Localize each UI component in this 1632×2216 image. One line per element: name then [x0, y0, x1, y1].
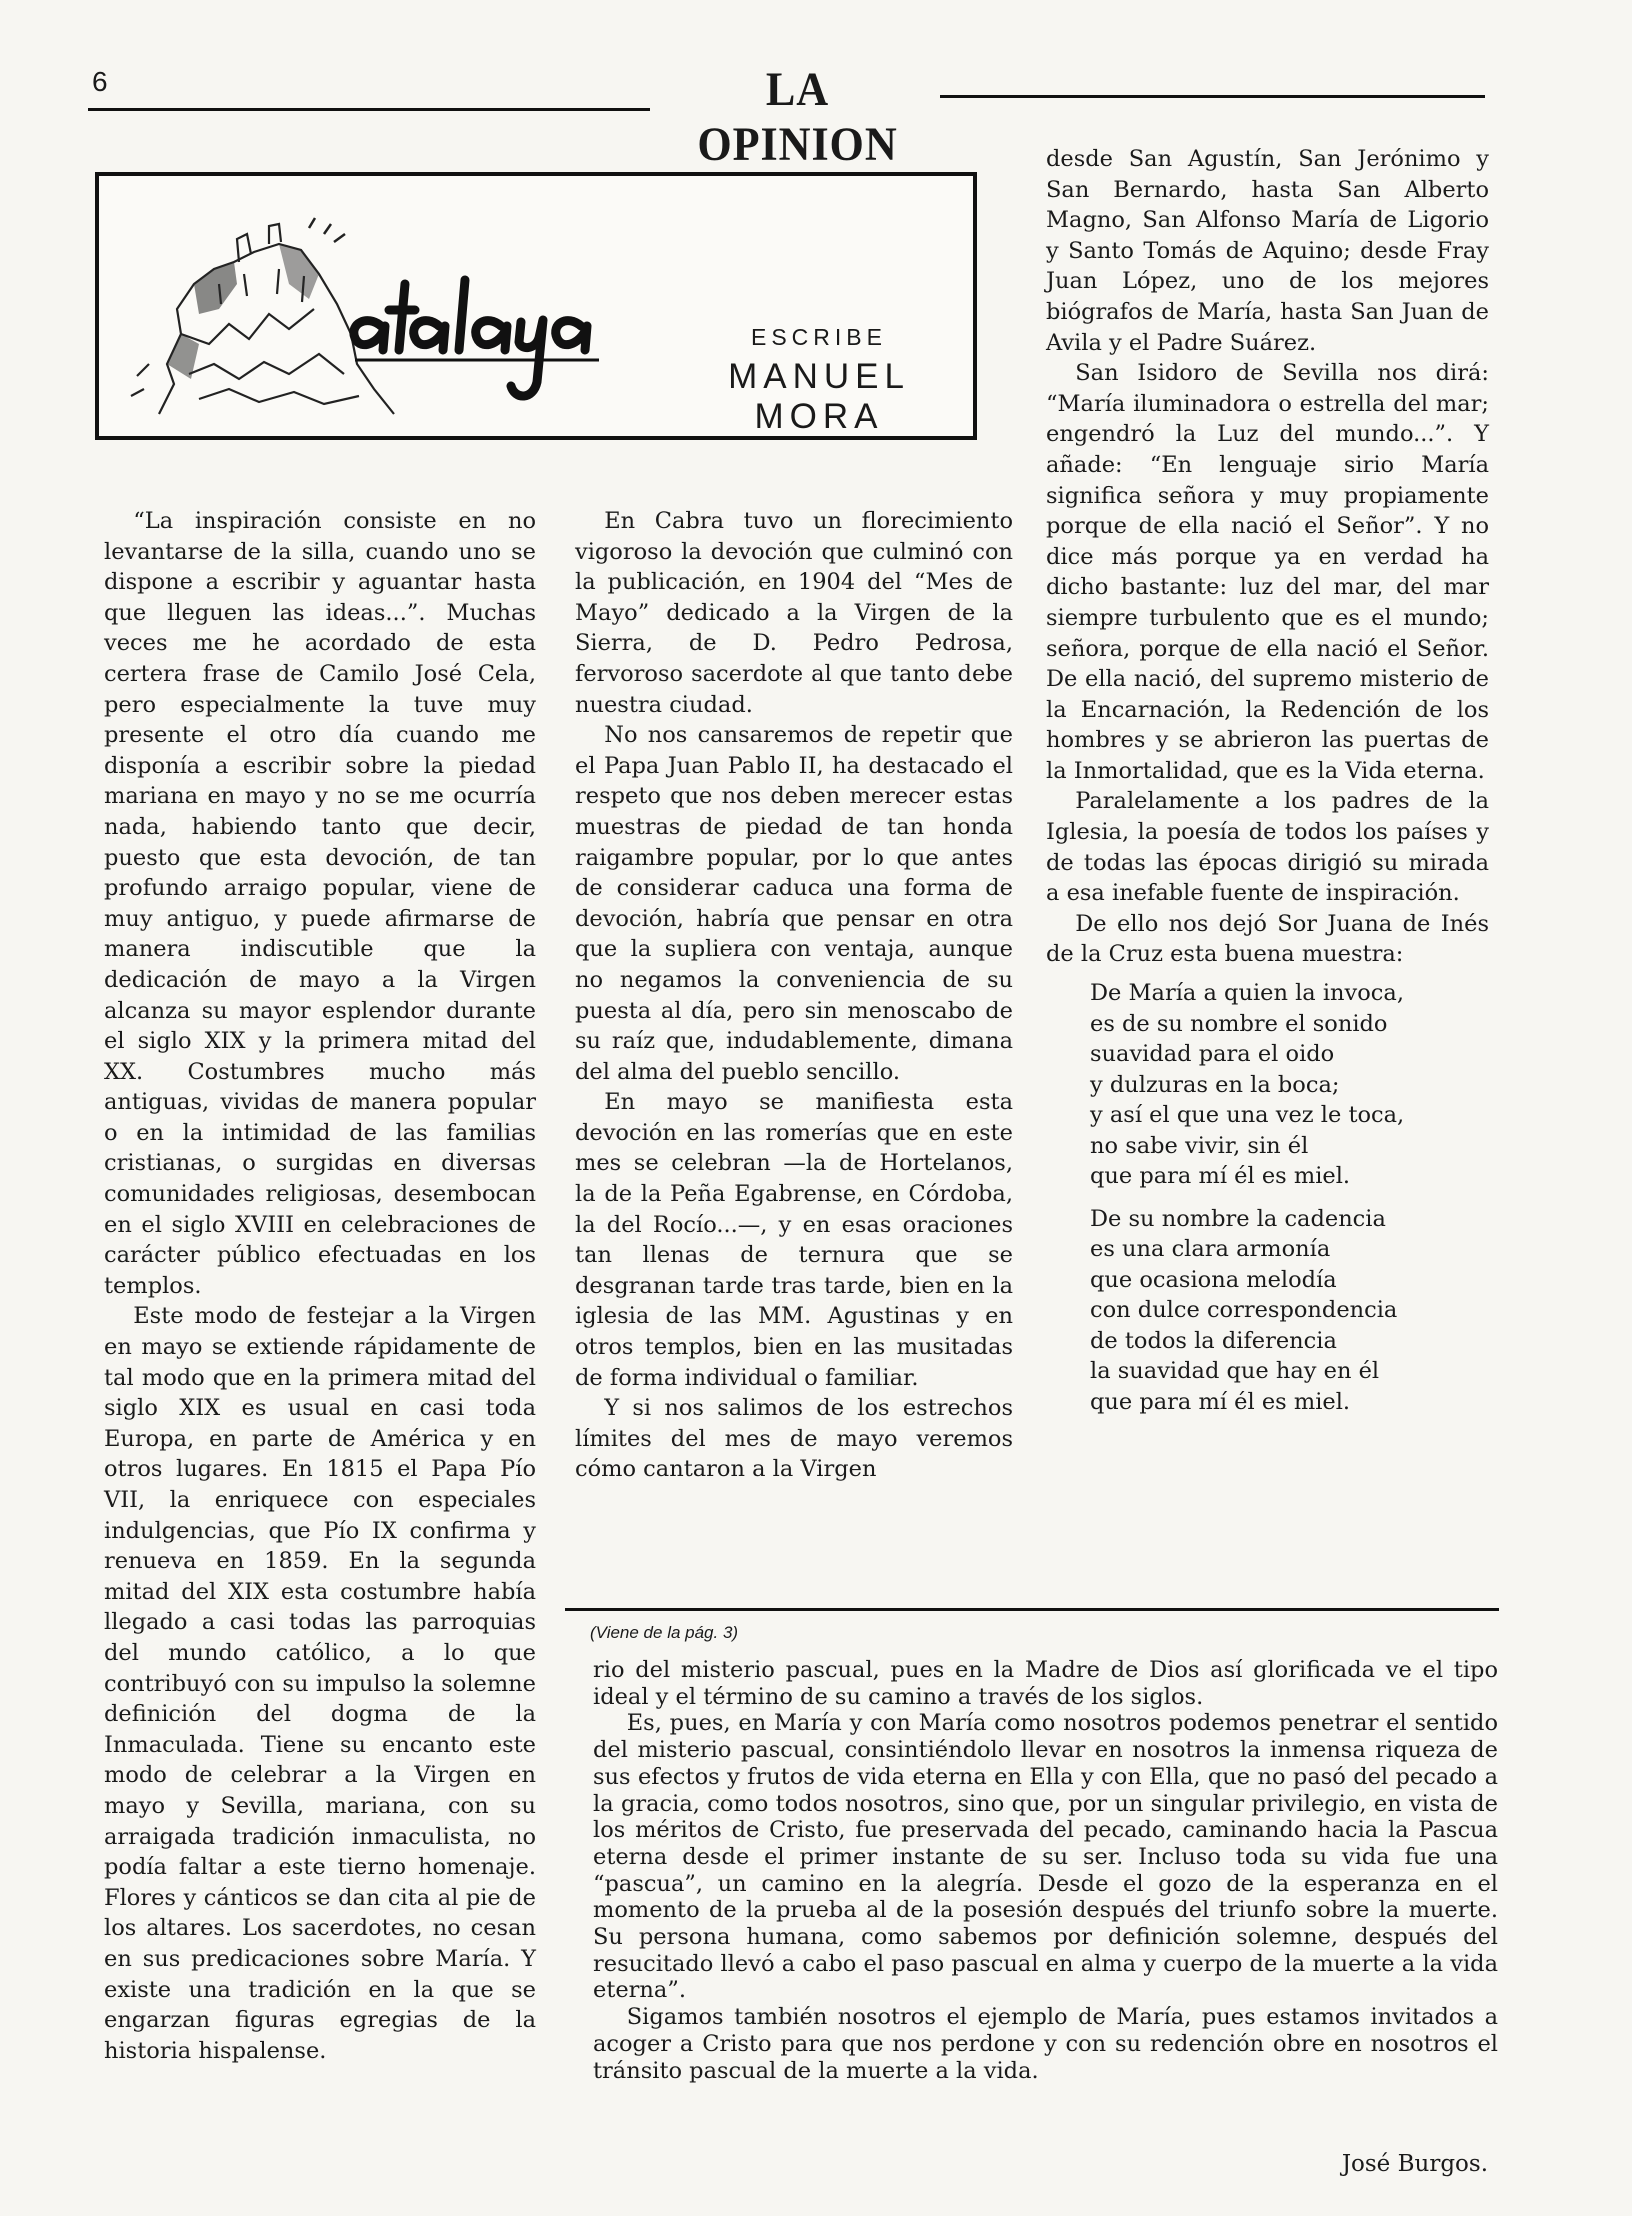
paragraph: En mayo se manifiesta esta devoción en las romerías que en este mes se celebran —la de Hortelanos, la de la Peña Egabrense, en Córdoba, la del Rocío...—, y en esas oraciones tan llenas de ternura que se desgranan tarde tras tarde, bien en la iglesia de las MM. Agustinas y en otros templos, bien en las musitadas de forma individual o familiar.	[575, 1089, 1013, 1391]
article-column-1	[104, 506, 536, 2066]
article-column-3	[1046, 144, 1489, 1429]
paragraph: Es, pues, en María y con María como nosotros podemos penetrar el sentido del misterio pascual, consintiéndolo llevar en nosotros la inmensa riqueza de sus efectos y frutos de vida eterna en Ella y con Ella, que no pasó del pecado a la gracia, como todos nosotros, sino que, por un singular privilegio, en vista de los méritos de Cristo, fue preservada del pecado, caminando hacia la Pascua eterna desde el primer instante de su ser. Incluso toda su vida fue una “pascua”, un camino en la alegría. Desde el gozo de la esperanza en el momento de la prueba al de la posesión después del triunfo sobre la muerte. Su persona humana, como sabemos por definición solemne, después del resucitado llevó a cabo el paso pascual en alma y cuerpo de la muerte a la vida eterna”.	[593, 1710, 1498, 2004]
paragraph: Y si nos salimos de los estrechos límites del mes de mayo veremos cómo cantaron a la Virgen	[575, 1395, 1013, 1483]
atalaya-script-lettering	[354, 280, 587, 396]
paragraph: En Cabra tuvo un florecimiento vigoroso la devoción que culminó con la publicación, en 1904 del “Mes de Mayo” dedicado a la Virgen de la Sierra, de D. Pedro Pedrosa, fervoroso sacerdote al que tanto debe nuestra ciudad.	[575, 508, 1013, 718]
poem-line: no sabe vivir, sin él	[1090, 1132, 1309, 1159]
masthead-title: LA OPINION	[697, 63, 898, 171]
article-column-2	[575, 506, 1013, 1485]
byline	[674, 324, 964, 437]
column-banner	[95, 172, 977, 440]
continued-from-note: (Viene de la pág. 3)	[590, 1623, 739, 1642]
paragraph: No nos cansaremos de repetir que el Papa Juan Pablo II, ha destacado el respeto que nos deben merecer estas muestras de piedad de tan honda raigambre popular, por lo que antes de considerar caduca una forma de devoción, habría que pensar en otra que la supliera con ventaja, aunque no negamos la conveniencia de su puesta al día, pero sin menoscabo de su raíz que, indudablemente, dimana del alma del pueblo sencillo.	[575, 722, 1013, 1085]
poem-line: De su nombre la cadencia	[1090, 1205, 1386, 1232]
poem-line: con dulce correspondencia	[1090, 1297, 1398, 1324]
poem-line: que ocasiona melodía	[1090, 1266, 1337, 1293]
paragraph: Este modo de festejar a la Virgen en mayo se extiende rápidamente de tal modo que en la primera mitad del siglo XIX es usual en casi toda Europa, en parte de América y en otros lugares. En 1815 el Papa Pío VII, la enriquece con especiales indulgencias, que Pío IX confirma y renueva en 1859. En la segunda mitad del XIX esta costumbre había llegado a casi todas las parroquias del mundo católico, a lo que contribuyó con su impulso la solemne definición del dogma de la Inmaculada. Tiene su encanto este modo de celebrar a la Virgen en mayo y Sevilla, mariana, con su arraigada tradición inmaculista, no podía faltar a este tierno homenaje. Flores y cánticos se dan cita al pie de los altares. Los sacerdotes, no cesan en sus predicaciones sobre María. Y existe una tradición en la que se engarzan figuras egregias de la historia hispalense.	[104, 1303, 536, 2064]
paragraph: rio del misterio pascual, pues en la Madre de Dios así glorificada ve el tipo ideal y el término de su camino a través de los siglos.	[593, 1657, 1498, 1710]
paragraph: De ello nos dejó Sor Juana de Inés de la Cruz esta buena muestra:	[1046, 910, 1489, 968]
atalaya-logo	[119, 214, 639, 424]
cliff-illustration-icon	[131, 218, 394, 414]
poem-line: suavidad para el oido	[1090, 1041, 1335, 1068]
poem-line: que para mí él es miel.	[1090, 1388, 1351, 1415]
header-rule-right	[940, 95, 1485, 98]
poem-line: es una clara armonía	[1090, 1236, 1331, 1263]
signature: José Burgos.	[1341, 2151, 1488, 2177]
poem-stanza-1	[1090, 978, 1489, 1192]
poem-line: de todos la diferencia	[1090, 1327, 1337, 1354]
paragraph: Paralelamente a los padres de la Iglesia, la poesía de todos los países y de todas las épocas dirigió su mirada a esa inefable fuente de inspiración.	[1046, 788, 1489, 907]
poem-line: la suavidad que hay en él	[1090, 1358, 1380, 1385]
paragraph: “La inspiración consiste en no levantarse de la silla, cuando uno se dispone a escribir y aguantar hasta que lleguen las ideas...”. Muchas veces me he acordado de esta certera frase de Camilo José Cela, pero especialmente la tuve muy presente el otro día cuando me disponía a escribir sobre la piedad mariana en mayo y no se me ocurría nada, habiendo tanto que decir, puesto que esta devoción, de tan profundo arraigo popular, viene de muy antiguo, y puede afirmarse de manera indiscutible que la dedicación de mayo a la Virgen alcanza su mayor esplendor durante el siglo XIX y la primera mitad del XX. Costumbres mucho más antiguas, vividas de manera popular o en la intimidad de las familias cristianas, o surgidas en diversas comunidades religiosas, desembocan en el siglo XVIII en celebraciones de carácter público efectuadas en los templos.	[104, 508, 536, 1299]
paragraph: desde San Agustín, San Jerónimo y San Bernardo, hasta San Alberto Magno, San Alfonso María de Ligorio y Santo Tomás de Aquino; desde Fray Juan López, uno de los mejores biógrafos de María, hasta San Juan de Avila y el Padre Suárez.	[1046, 146, 1489, 356]
poem	[1046, 978, 1489, 1417]
poem-line: y dulzuras en la boca;	[1090, 1071, 1340, 1098]
continued-article	[593, 1657, 1498, 2084]
paragraph: Sigamos también nosotros el ejemplo de María, pues estamos invitados a acoger a Cristo para que nos perdone y con su redención obre en nosotros el tránsito pascual de la muerte a la vida.	[593, 2004, 1498, 2084]
page-number: 6	[92, 66, 108, 97]
section-divider	[565, 1608, 1499, 1611]
poem-line: que para mí él es miel.	[1090, 1163, 1351, 1190]
byline-author: MANUEL MORA	[728, 357, 910, 436]
poem-stanza-2	[1090, 1204, 1489, 1418]
poem-line: es de su nombre el sonido	[1090, 1010, 1388, 1037]
byline-label: ESCRIBE	[751, 324, 887, 350]
paragraph: San Isidoro de Sevilla nos dirá: “María iluminadora o estrella del mar; engendró la Luz del mundo...”. Y añade: “En lenguaje sirio María significa señora y muy propiamente porque de ella nació el Señor”. Y no dice más porque ya en verdad ha dicho bastante: luz del mar, del mar siempre turbulento que es el mundo; señora, porque de ella nació el Señor. De ella nació, del supremo misterio de la Encarnación, la Redención de los hombres y se abrieron las puertas de la Inmortalidad, que es la Vida eterna.	[1046, 360, 1489, 784]
header-rule-left	[88, 108, 650, 111]
poem-line: y así el que una vez le toca,	[1090, 1102, 1405, 1129]
poem-line: De María a quien la invoca,	[1090, 980, 1404, 1007]
